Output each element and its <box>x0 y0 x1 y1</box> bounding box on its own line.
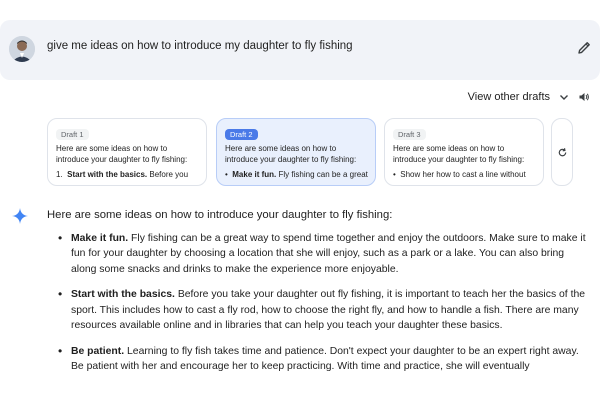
draft-card-1[interactable] <box>47 118 207 186</box>
bullet-rest: Fly fishing can be a great <box>276 170 368 179</box>
refresh-icon <box>557 147 568 158</box>
drafts-header <box>468 88 590 106</box>
draft-preview-text: Here are some ideas on how to introduce your daughter to fly fishing: <box>225 144 357 164</box>
draft-card-3[interactable] <box>384 118 544 186</box>
bullet-rest: Before you <box>147 170 189 179</box>
draft-label: Draft 3 <box>393 129 426 140</box>
bullet-rest: Show her how to cast a line without <box>400 170 526 179</box>
draft-preview-bullet <box>393 170 535 181</box>
sparkle-icon <box>11 207 29 225</box>
bullet-marker: • <box>393 170 396 179</box>
bullet-bold: Start with the basics. <box>67 170 148 179</box>
draft-card-2[interactable] <box>216 118 376 186</box>
draft-preview-bullet <box>225 170 367 181</box>
view-other-drafts-button[interactable]: View other drafts <box>467 91 550 103</box>
list-item <box>57 287 587 333</box>
answer-list <box>57 231 587 385</box>
user-avatar <box>9 36 35 62</box>
draft-label: Draft 2 <box>225 129 258 140</box>
item-title: Start with the basics. <box>71 289 175 301</box>
draft-preview-bullet <box>56 170 198 181</box>
item-title: Make it fun. <box>71 233 129 244</box>
bullet-marker: • <box>225 170 228 179</box>
speaker-icon[interactable] <box>578 91 590 103</box>
item-title: Be patient. <box>71 345 125 357</box>
avatar-icon <box>9 36 35 62</box>
prompt-text: give me ideas on how to introduce my daughter to fly fishing <box>47 40 353 52</box>
draft-label: Draft 1 <box>56 129 89 140</box>
answer-intro: Here are some ideas on how to introduce your daughter to fly fishing: <box>47 209 393 221</box>
bullet-bold: Make it fun. <box>232 170 277 179</box>
pencil-icon[interactable] <box>575 39 593 57</box>
item-text: Fly fishing can be a great way to spend time together and enjoy the outdoors. Make sure to make it fun for your daughter by choosing a location that she will enjoy, such as a park or a lake. You can also bring along some snacks and drinks to make the experience more enjoyable. <box>71 233 586 275</box>
prompt-bar <box>0 20 600 80</box>
draft-preview-text: Here are some ideas on how to introduce your daughter to fly fishing: <box>393 144 525 164</box>
regenerate-drafts-button[interactable] <box>551 118 573 186</box>
item-text: Learning to fly fish takes time and patience. Don't expect your daughter to be an expert right away. Be patient with her and encourage her to keep practicing. With time and practice, she will eventually <box>71 345 579 373</box>
list-item <box>57 231 587 277</box>
draft-preview-text: Here are some ideas on how to introduce your daughter to fly fishing: <box>56 144 188 164</box>
list-item <box>57 344 587 375</box>
chevron-down-icon[interactable] <box>558 91 570 103</box>
bullet-marker: 1. <box>56 170 63 179</box>
item-text: Before you take your daughter out fly fishing, it is important to teach her the basics of the sport. This includes how to cast a fly rod, how to choose the right fly, and how to handle a fish. There are many resources available online and in libraries that can help you teach your daughter these basics. <box>71 289 586 331</box>
